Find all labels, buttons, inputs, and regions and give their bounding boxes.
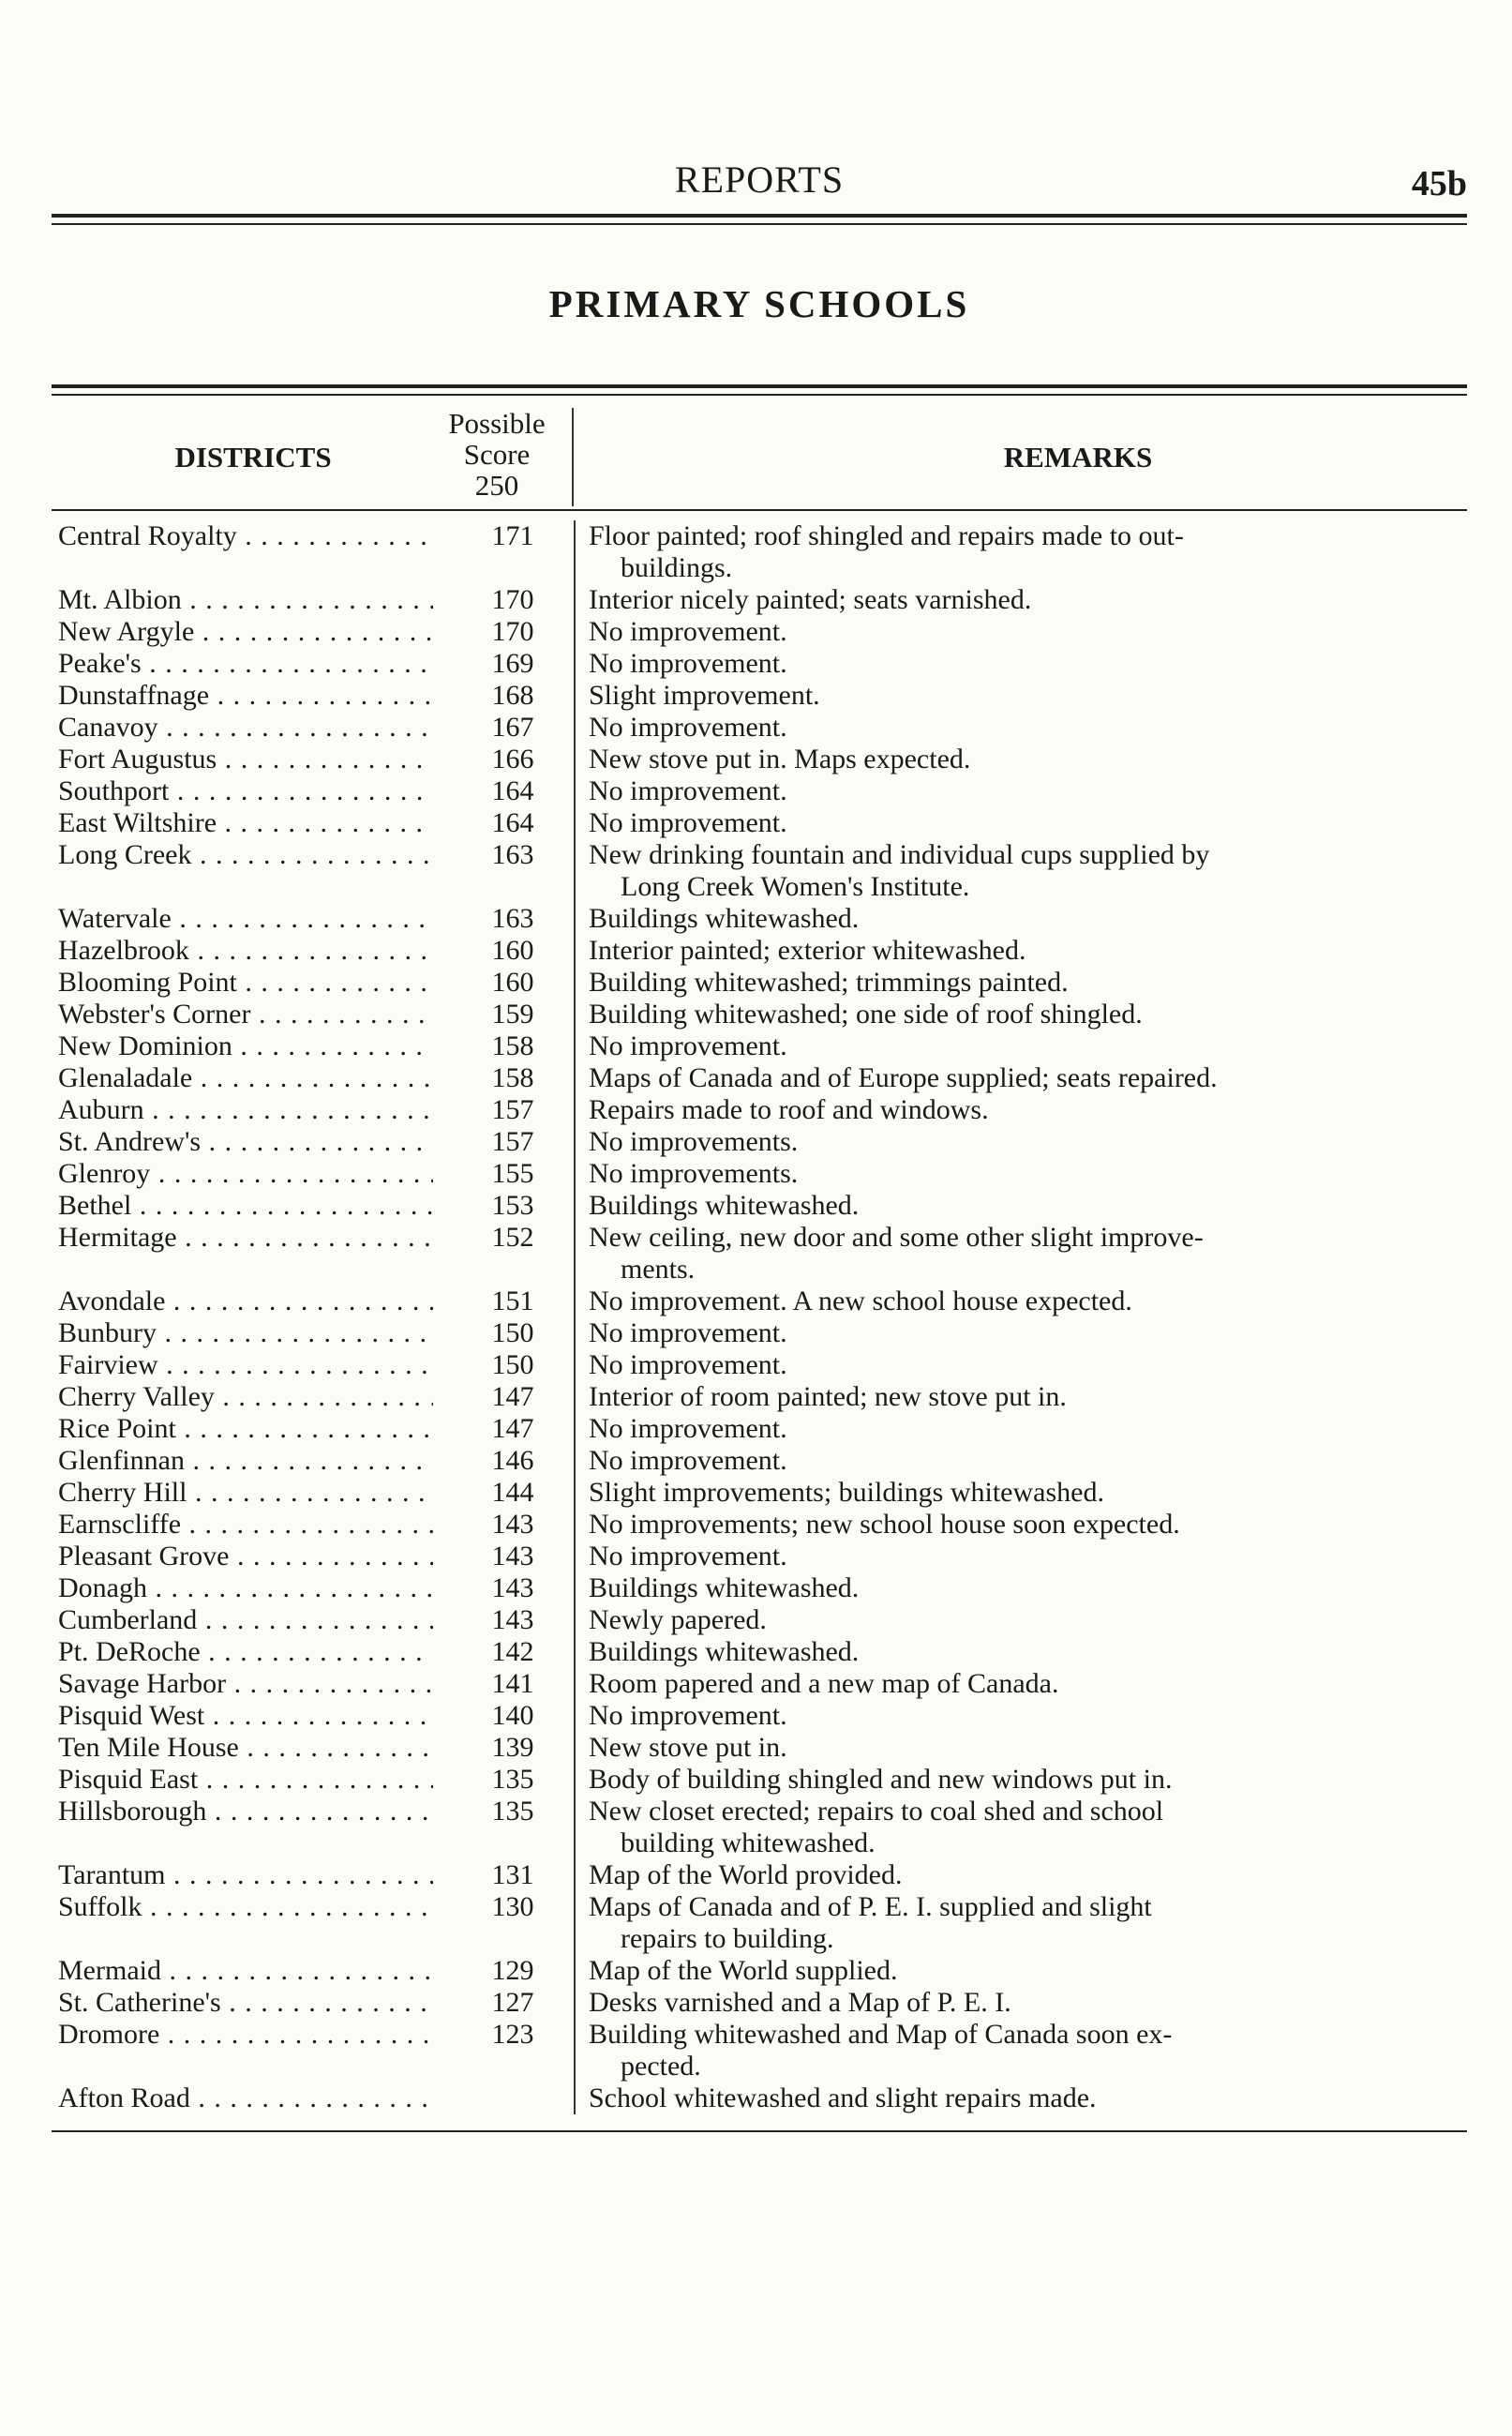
district-name: St. Catherine's . . . bbox=[58, 1987, 433, 2019]
table-row bbox=[58, 1413, 1464, 1445]
table-row bbox=[58, 1859, 1464, 1891]
district-score: 171 bbox=[491, 520, 534, 551]
remark-line: Room papered and a new map of Canada. bbox=[589, 1668, 1059, 1699]
remark-line: No improvements; new school house soon expected. bbox=[589, 1509, 1180, 1540]
remark-line: No improvements. bbox=[589, 1158, 799, 1189]
district-remark bbox=[574, 935, 1464, 967]
remark-line: New stove put in. Maps expected. bbox=[589, 744, 971, 774]
table-row bbox=[58, 1317, 1464, 1349]
table-row bbox=[58, 807, 1464, 839]
district-score: 123 bbox=[491, 2019, 534, 2050]
district-name: Donagh . . . bbox=[58, 1572, 433, 1604]
district-score: 157 bbox=[491, 1126, 534, 1157]
running-head bbox=[52, 158, 1467, 206]
district-score: 169 bbox=[491, 648, 534, 679]
header-rule-thick bbox=[52, 214, 1467, 218]
remark-line: Body of building shingled and new windows put in. bbox=[589, 1764, 1173, 1795]
district-remark bbox=[574, 1094, 1464, 1126]
district-name: Suffolk . . . bbox=[58, 1891, 433, 1923]
remark-continuation: repairs to building. bbox=[621, 1923, 834, 1954]
remark-continuation: Long Creek Women's Institute. bbox=[621, 871, 970, 902]
district-score: 167 bbox=[491, 712, 534, 743]
remark-line: School whitewashed and slight repairs made. bbox=[589, 2083, 1097, 2113]
score-header-line-3: 250 bbox=[474, 469, 519, 502]
district-remark bbox=[574, 1158, 1464, 1190]
district-name: Afton Road . . . bbox=[58, 2083, 433, 2114]
district-remark bbox=[574, 1126, 1464, 1158]
district-name: Bethel . . . bbox=[58, 1190, 433, 1222]
district-name: Mermaid . . . bbox=[58, 1955, 433, 1987]
district-remark bbox=[574, 1572, 1464, 1604]
table-row bbox=[58, 648, 1464, 680]
district-score: 153 bbox=[491, 1190, 534, 1221]
district-score: 143 bbox=[491, 1572, 534, 1603]
district-remark bbox=[574, 1668, 1464, 1700]
district-score: 129 bbox=[491, 1955, 534, 1986]
district-name: St. Andrew's . . . bbox=[58, 1126, 433, 1158]
remark-line: No improvement. A new school house expected. bbox=[589, 1286, 1132, 1316]
remark-line: Repairs made to roof and windows. bbox=[589, 1094, 989, 1125]
district-remark bbox=[574, 648, 1464, 680]
district-remark bbox=[574, 999, 1464, 1030]
district-name: Fort Augustus . . . bbox=[58, 744, 433, 775]
remark-line: Building whitewashed; trimmings painted. bbox=[589, 967, 1069, 998]
district-score: 152 bbox=[491, 1222, 534, 1253]
district-score: 158 bbox=[491, 1030, 534, 1061]
district-name: Canavoy . . . bbox=[58, 712, 433, 744]
table-row bbox=[58, 1987, 1464, 2019]
district-score: 163 bbox=[491, 903, 534, 934]
district-remark bbox=[574, 680, 1464, 712]
district-score: 146 bbox=[491, 1445, 534, 1476]
score-header-line-2: Score bbox=[463, 438, 531, 471]
remark-line: Interior painted; exterior whitewashed. bbox=[589, 935, 1026, 966]
table-row bbox=[58, 839, 1464, 903]
district-name: Glenaladale . . . bbox=[58, 1062, 433, 1094]
district-name: Pleasant Grove . . . bbox=[58, 1541, 433, 1572]
district-score: 139 bbox=[491, 1732, 534, 1763]
district-score: 158 bbox=[491, 1062, 534, 1093]
remark-line: Maps of Canada and of P. E. I. supplied and slight bbox=[589, 1891, 1152, 1922]
column-header-score bbox=[427, 408, 567, 501]
district-name: East Wiltshire . . . bbox=[58, 807, 433, 839]
table-row bbox=[58, 584, 1464, 616]
district-name: Pisquid East . . . bbox=[58, 1764, 433, 1796]
district-score: 160 bbox=[491, 967, 534, 998]
district-name: Glenfinnan . . . bbox=[58, 1445, 433, 1477]
district-remark bbox=[574, 2019, 1464, 2083]
district-name: Peake's . . . bbox=[58, 648, 433, 680]
table-row bbox=[58, 1477, 1464, 1509]
district-remark bbox=[574, 520, 1464, 584]
table-row bbox=[58, 1891, 1464, 1955]
column-header-remarks: REMARKS bbox=[1003, 441, 1153, 474]
table-row bbox=[58, 935, 1464, 967]
header-bottom-rule bbox=[52, 509, 1467, 511]
district-name: Glenroy . . . bbox=[58, 1158, 433, 1190]
district-remark bbox=[574, 2083, 1464, 2114]
table-row bbox=[58, 1732, 1464, 1764]
district-score: 170 bbox=[491, 616, 534, 647]
school-table-body bbox=[58, 520, 1464, 2114]
district-name: Hazelbrook . . . bbox=[58, 935, 433, 967]
district-name: Ten Mile House . . . bbox=[58, 1732, 433, 1764]
district-remark bbox=[574, 1413, 1464, 1445]
page-number: 45b bbox=[1411, 164, 1467, 203]
district-remark bbox=[574, 1636, 1464, 1668]
remark-line: No improvement. bbox=[589, 712, 787, 743]
remark-line: Building whitewashed; one side of roof shingled. bbox=[589, 999, 1143, 1030]
remark-line: No improvement. bbox=[589, 616, 787, 647]
remark-line: New drinking fountain and individual cups supplied by bbox=[589, 839, 1210, 870]
district-remark bbox=[574, 1317, 1464, 1349]
district-name: Pt. DeRoche . . . bbox=[58, 1636, 433, 1668]
table-row bbox=[58, 903, 1464, 935]
district-remark bbox=[574, 1987, 1464, 2019]
table-row bbox=[58, 1796, 1464, 1859]
district-remark bbox=[574, 903, 1464, 935]
remark-line: Buildings whitewashed. bbox=[589, 1636, 860, 1667]
district-name: Cherry Hill . . . bbox=[58, 1477, 433, 1509]
remark-line: Desks varnished and a Map of P. E. I. bbox=[589, 1987, 1011, 2018]
remark-line: Building whitewashed and Map of Canada soon ex- bbox=[589, 2019, 1173, 2050]
district-score: 143 bbox=[491, 1509, 534, 1540]
remark-line: Buildings whitewashed. bbox=[589, 1190, 860, 1221]
district-name: Central Royalty . . . bbox=[58, 520, 433, 552]
table-row bbox=[58, 1094, 1464, 1126]
district-name: Hermitage . . . bbox=[58, 1222, 433, 1254]
district-name: New Argyle . . . bbox=[58, 616, 433, 648]
district-score: 166 bbox=[491, 744, 534, 774]
remark-line: New stove put in. bbox=[589, 1732, 787, 1763]
district-remark bbox=[574, 1604, 1464, 1636]
section-title: PRIMARY SCHOOLS bbox=[548, 282, 970, 325]
remark-line: Buildings whitewashed. bbox=[589, 903, 860, 934]
district-remark bbox=[574, 1030, 1464, 1062]
district-name: Savage Harbor . . . bbox=[58, 1668, 433, 1700]
district-remark bbox=[574, 1381, 1464, 1413]
district-name: Bunbury . . . bbox=[58, 1317, 433, 1349]
table-row bbox=[58, 616, 1464, 648]
district-score: 159 bbox=[491, 999, 534, 1030]
district-remark bbox=[574, 1190, 1464, 1222]
table-row bbox=[58, 1604, 1464, 1636]
table-row bbox=[58, 1509, 1464, 1541]
district-name: Earnscliffe . . . bbox=[58, 1509, 433, 1541]
remark-continuation: building whitewashed. bbox=[621, 1827, 876, 1858]
district-remark bbox=[574, 1222, 1464, 1286]
remark-line: No improvement. bbox=[589, 807, 787, 838]
table-row bbox=[58, 1349, 1464, 1381]
district-score: 147 bbox=[491, 1381, 534, 1412]
district-name: Tarantum . . . bbox=[58, 1859, 433, 1891]
district-remark bbox=[574, 1732, 1464, 1764]
remark-line: Slight improvement. bbox=[589, 680, 820, 711]
remark-line: Map of the World supplied. bbox=[589, 1955, 898, 1986]
district-score: 131 bbox=[491, 1859, 534, 1890]
district-score: 142 bbox=[491, 1636, 534, 1667]
remark-line: New ceiling, new door and some other slight improve- bbox=[589, 1222, 1204, 1253]
table-top-rule-thick bbox=[52, 384, 1467, 388]
district-score: 163 bbox=[491, 839, 534, 870]
district-score: 143 bbox=[491, 1604, 534, 1635]
district-score: 151 bbox=[491, 1286, 534, 1316]
district-remark bbox=[574, 584, 1464, 616]
district-score: 147 bbox=[491, 1413, 534, 1444]
remark-line: Floor painted; roof shingled and repairs made to out- bbox=[589, 520, 1184, 551]
district-score: 164 bbox=[491, 775, 534, 806]
remark-line: No improvements. bbox=[589, 1126, 799, 1157]
header-column-separator bbox=[572, 408, 574, 506]
remark-line: No improvement. bbox=[589, 1030, 787, 1061]
remark-line: Maps of Canada and of Europe supplied; seats repaired. bbox=[589, 1062, 1218, 1093]
remark-line: Slight improvements; buildings whitewashed. bbox=[589, 1477, 1104, 1508]
district-score: 164 bbox=[491, 807, 534, 838]
remark-line: No improvement. bbox=[589, 1445, 787, 1476]
district-score: 135 bbox=[491, 1796, 534, 1827]
table-row bbox=[58, 967, 1464, 999]
district-remark bbox=[574, 1955, 1464, 1987]
table-row bbox=[58, 744, 1464, 775]
district-remark bbox=[574, 1445, 1464, 1477]
table-row bbox=[58, 1541, 1464, 1572]
table-row bbox=[58, 680, 1464, 712]
remark-line: No improvement. bbox=[589, 1349, 787, 1380]
district-score: 157 bbox=[491, 1094, 534, 1125]
district-name: Cherry Valley . . . bbox=[58, 1381, 433, 1413]
district-score: 150 bbox=[491, 1349, 534, 1380]
remark-line: Interior nicely painted; seats varnished. bbox=[589, 584, 1032, 615]
district-remark bbox=[574, 807, 1464, 839]
table-row bbox=[58, 520, 1464, 584]
table-row bbox=[58, 775, 1464, 807]
district-name: Hillsborough . . . bbox=[58, 1796, 433, 1827]
remark-line: Newly papered. bbox=[589, 1604, 767, 1635]
score-header-line-1: Possible bbox=[448, 407, 546, 440]
district-remark bbox=[574, 712, 1464, 744]
district-remark bbox=[574, 1764, 1464, 1796]
district-name: Pisquid West . . . bbox=[58, 1700, 433, 1732]
table-row bbox=[58, 1126, 1464, 1158]
district-name: Mt. Albion . . . bbox=[58, 584, 433, 616]
district-remark bbox=[574, 1349, 1464, 1381]
district-remark bbox=[574, 1700, 1464, 1732]
district-name: Watervale . . . bbox=[58, 903, 433, 935]
district-name: Webster's Corner . . . bbox=[58, 999, 433, 1030]
district-remark bbox=[574, 839, 1464, 903]
table-row bbox=[58, 2083, 1464, 2114]
district-remark bbox=[574, 1509, 1464, 1541]
district-score: 155 bbox=[491, 1158, 534, 1189]
table-row bbox=[58, 1062, 1464, 1094]
district-remark bbox=[574, 775, 1464, 807]
table-row bbox=[58, 1764, 1464, 1796]
district-name: Auburn . . . bbox=[58, 1094, 433, 1126]
district-score: 135 bbox=[491, 1764, 534, 1795]
district-score: 143 bbox=[491, 1541, 534, 1571]
table-row bbox=[58, 1381, 1464, 1413]
remark-continuation: ments. bbox=[621, 1254, 696, 1285]
district-name: Long Creek . . . bbox=[58, 839, 433, 871]
district-remark bbox=[574, 1796, 1464, 1859]
district-remark bbox=[574, 1859, 1464, 1891]
district-name: Rice Point . . . bbox=[58, 1413, 433, 1445]
table-row bbox=[58, 1636, 1464, 1668]
district-remark bbox=[574, 744, 1464, 775]
district-score: 168 bbox=[491, 680, 534, 711]
table-row bbox=[58, 1445, 1464, 1477]
table-row bbox=[58, 2019, 1464, 2083]
remark-line: No improvement. bbox=[589, 775, 787, 806]
table-row bbox=[58, 1158, 1464, 1190]
table-row bbox=[58, 1955, 1464, 1987]
remark-continuation: pected. bbox=[621, 2051, 701, 2082]
remark-line: No improvement. bbox=[589, 1317, 787, 1348]
district-score: 140 bbox=[491, 1700, 534, 1731]
district-score: 160 bbox=[491, 935, 534, 966]
remark-line: Buildings whitewashed. bbox=[589, 1572, 860, 1603]
district-score: 170 bbox=[491, 584, 534, 615]
table-row bbox=[58, 1572, 1464, 1604]
district-score: 141 bbox=[491, 1668, 534, 1699]
district-name: Dromore . . . bbox=[58, 2019, 433, 2051]
table-top-rule-thin bbox=[52, 394, 1467, 396]
column-header-districts: DISTRICTS bbox=[174, 441, 332, 474]
district-remark bbox=[574, 1477, 1464, 1509]
table-row bbox=[58, 1668, 1464, 1700]
table-row bbox=[58, 1030, 1464, 1062]
district-name: Cumberland . . . bbox=[58, 1604, 433, 1636]
district-score: 130 bbox=[491, 1891, 534, 1922]
table-row bbox=[58, 1222, 1464, 1286]
table-row bbox=[58, 712, 1464, 744]
remark-line: No improvement. bbox=[589, 1700, 787, 1731]
district-name: Southport . . . bbox=[58, 775, 433, 807]
table-row bbox=[58, 1286, 1464, 1317]
district-name: Fairview . . . bbox=[58, 1349, 433, 1381]
district-name: Blooming Point . . . bbox=[58, 967, 433, 999]
remark-line: Interior of room painted; new stove put in. bbox=[589, 1381, 1067, 1412]
table-row bbox=[58, 1700, 1464, 1732]
remark-line: No improvement. bbox=[589, 1541, 787, 1571]
remark-line: No improvement. bbox=[589, 648, 787, 679]
district-remark bbox=[574, 967, 1464, 999]
district-remark bbox=[574, 616, 1464, 648]
table-bottom-rule bbox=[52, 2130, 1467, 2132]
header-rule-thin bbox=[52, 223, 1467, 225]
remark-continuation: buildings. bbox=[621, 552, 733, 583]
district-remark bbox=[574, 1286, 1464, 1317]
district-remark bbox=[574, 1891, 1464, 1955]
district-score: 144 bbox=[491, 1477, 534, 1508]
district-remark bbox=[574, 1541, 1464, 1572]
district-name: New Dominion . . . bbox=[58, 1030, 433, 1062]
running-head-title: REPORTS bbox=[674, 158, 845, 201]
district-score: 150 bbox=[491, 1317, 534, 1348]
district-name: Avondale . . . bbox=[58, 1286, 433, 1317]
remark-line: No improvement. bbox=[589, 1413, 787, 1444]
remark-line: New closet erected; repairs to coal shed and school bbox=[589, 1796, 1164, 1827]
table-row bbox=[58, 999, 1464, 1030]
district-name: Dunstaffnage . . . bbox=[58, 680, 433, 712]
remark-line: Map of the World provided. bbox=[589, 1859, 903, 1890]
district-remark bbox=[574, 1062, 1464, 1094]
district-score: 127 bbox=[491, 1987, 534, 2018]
table-row bbox=[58, 1190, 1464, 1222]
